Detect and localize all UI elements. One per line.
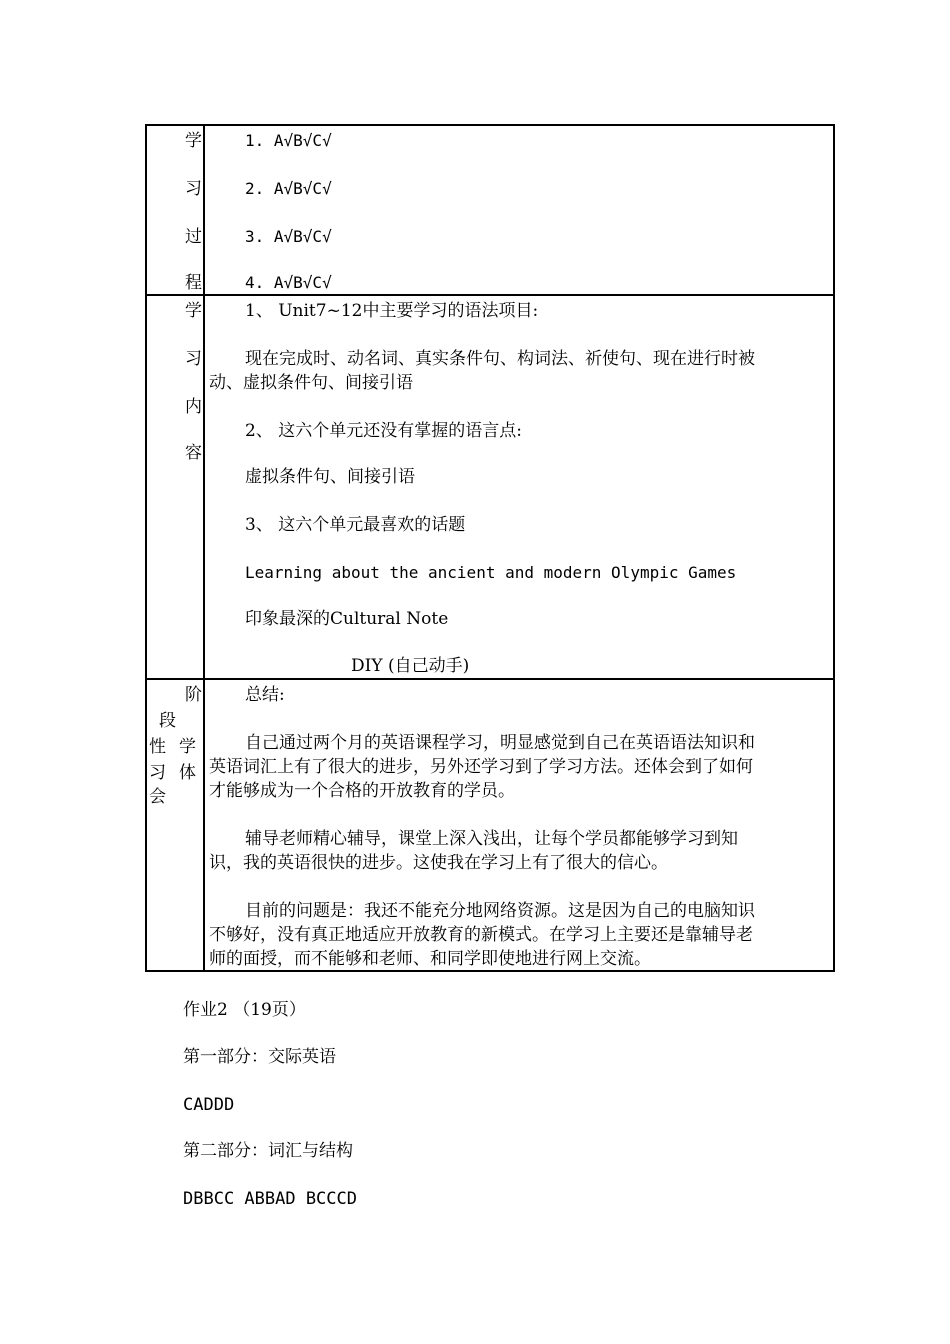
- content-line: 不够好，没有真正地适应开放教育的新模式。在学习上主要还是靠辅导老: [209, 925, 753, 945]
- label-char: 体: [179, 763, 196, 783]
- label-char: 性: [149, 737, 166, 757]
- label-char: 程: [185, 273, 202, 293]
- content-line: 印象最深的Cultural Note: [245, 609, 449, 629]
- content-line: DIY (自己动手): [351, 656, 470, 676]
- label-char: 过: [185, 227, 202, 247]
- part-two-heading: 第二部分：词汇与结构: [183, 1141, 353, 1161]
- reflection-content: [207, 680, 833, 970]
- reflection-label: [147, 680, 205, 970]
- learning-content-content: [207, 296, 833, 678]
- content-line: 1、 Unit7~12中主要学习的语法项目:: [245, 301, 539, 321]
- content-line: 英语词汇上有了很大的进步，另外还学习到了学习方法。还体会到了如何: [209, 757, 753, 777]
- content-line: 现在完成时、动名词、真实条件句、构词法、祈使句、现在进行时被: [245, 349, 755, 369]
- label-char: 段: [159, 711, 176, 731]
- learning-process-content: [207, 126, 833, 294]
- answer-line: 1. A√B√C√: [245, 131, 332, 150]
- label-char: 学: [185, 131, 202, 151]
- content-line: 目前的问题是：我还不能充分地网络资源。这是因为自己的电脑知识: [245, 901, 755, 921]
- content-line: 3、 这六个单元最喜欢的话题: [245, 515, 466, 535]
- answer-line: 3. A√B√C√: [245, 227, 332, 246]
- content-line: 自己通过两个月的英语课程学习，明显感觉到自己在英语语法知识和: [245, 733, 755, 753]
- learning-process-row: [147, 126, 833, 296]
- part-one-answers: CADDD: [183, 1095, 235, 1115]
- label-char: 习: [185, 179, 202, 199]
- label-char: 学: [185, 301, 202, 321]
- content-line: 才能够成为一个合格的开放教育的学员。: [209, 781, 515, 801]
- reflection-row: [147, 680, 833, 970]
- content-line: 虚拟条件句、间接引语: [245, 467, 415, 487]
- content-line: 识，我的英语很快的进步。这使我在学习上有了很大的信心。: [209, 853, 668, 873]
- content-line: 2、 这六个单元还没有掌握的语言点:: [245, 421, 522, 441]
- answer-line: 4. A√B√C√: [245, 273, 332, 292]
- content-line: 师的面授，而不能够和老师、和同学即使地进行网上交流。: [209, 949, 651, 969]
- learning-content-row: [147, 296, 833, 680]
- label-char: 内: [185, 397, 202, 417]
- part-two-answers: DBBCC ABBAD BCCCD: [183, 1189, 357, 1209]
- label-char: 习: [185, 349, 202, 369]
- part-one-heading: 第一部分：交际英语: [183, 1047, 336, 1067]
- learning-process-label: [147, 126, 205, 294]
- label-char: 阶: [185, 685, 202, 705]
- content-line: Learning about the ancient and modern Olympic Games: [245, 563, 737, 582]
- summary-table: [145, 124, 835, 972]
- answer-line: 2. A√B√C√: [245, 179, 332, 198]
- content-line: 辅导老师精心辅导，课堂上深入浅出，让每个学员都能够学习到知: [245, 829, 738, 849]
- label-char: 容: [185, 443, 202, 463]
- content-line: 动、虚拟条件句、间接引语: [209, 373, 413, 393]
- content-line: 总结:: [245, 685, 285, 705]
- learning-content-label: [147, 296, 205, 678]
- label-char: 会: [149, 787, 166, 807]
- label-char: 学: [179, 737, 196, 757]
- homework-heading: 作业2 （19页）: [183, 1000, 306, 1020]
- label-char: 习: [149, 763, 166, 783]
